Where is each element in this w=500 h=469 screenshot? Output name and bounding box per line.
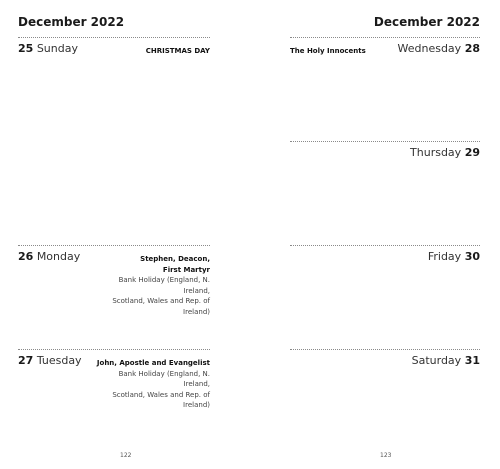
day-number: 31 bbox=[464, 354, 480, 367]
event-title: Stephen, Deacon, bbox=[140, 255, 210, 263]
event-note: Scotland, Wales and Rep. of Ireland) bbox=[112, 390, 210, 409]
diary-page-right bbox=[250, 0, 500, 469]
day-header bbox=[398, 42, 481, 55]
event-block bbox=[290, 46, 400, 57]
page-number: 122 bbox=[120, 452, 132, 459]
day-header bbox=[428, 250, 480, 263]
day-header bbox=[410, 146, 480, 159]
day-entry-29[interactable] bbox=[290, 141, 480, 245]
day-entry-25[interactable] bbox=[18, 37, 210, 141]
day-header bbox=[18, 250, 80, 263]
day-number: 25 bbox=[18, 42, 34, 55]
day-entry-28[interactable] bbox=[290, 37, 480, 141]
day-entry-26[interactable] bbox=[18, 245, 210, 349]
day-header bbox=[18, 42, 78, 55]
event-note: Bank Holiday (England, N. Ireland, bbox=[118, 276, 210, 295]
event-note: Scotland, Wales and Rep. of Ireland) bbox=[112, 297, 210, 316]
day-name: Thursday bbox=[410, 146, 462, 159]
month-heading: December 2022 bbox=[18, 15, 125, 29]
event-block bbox=[90, 254, 210, 317]
day-entry-30[interactable] bbox=[290, 245, 480, 349]
day-name: Tuesday bbox=[36, 354, 82, 367]
month-heading: December 2022 bbox=[373, 15, 480, 29]
event-title: John, Apostle and Evangelist bbox=[96, 359, 210, 367]
day-name: Friday bbox=[427, 250, 462, 263]
day-header bbox=[412, 354, 480, 367]
event-title: First Martyr bbox=[162, 265, 210, 274]
day-number: 26 bbox=[18, 250, 34, 263]
day-number: 28 bbox=[464, 42, 480, 55]
event-title: The Holy Innocents bbox=[290, 47, 366, 55]
day-number: 29 bbox=[464, 146, 480, 159]
day-name: Sunday bbox=[36, 42, 78, 55]
page-number: 123 bbox=[380, 452, 392, 459]
event-block bbox=[90, 358, 210, 411]
event-note: Bank Holiday (England, N. Ireland, bbox=[118, 369, 210, 388]
event-title: CHRISTMAS DAY bbox=[145, 47, 210, 55]
day-number: 30 bbox=[464, 250, 480, 263]
day-entry-27[interactable] bbox=[18, 349, 210, 453]
day-number: 27 bbox=[18, 354, 34, 367]
event-block bbox=[90, 46, 210, 57]
day-name: Wednesday bbox=[397, 42, 462, 55]
day-name: Monday bbox=[36, 250, 81, 263]
day-entry-31[interactable] bbox=[290, 349, 480, 453]
day-header bbox=[18, 354, 82, 367]
day-name: Saturday bbox=[411, 354, 462, 367]
